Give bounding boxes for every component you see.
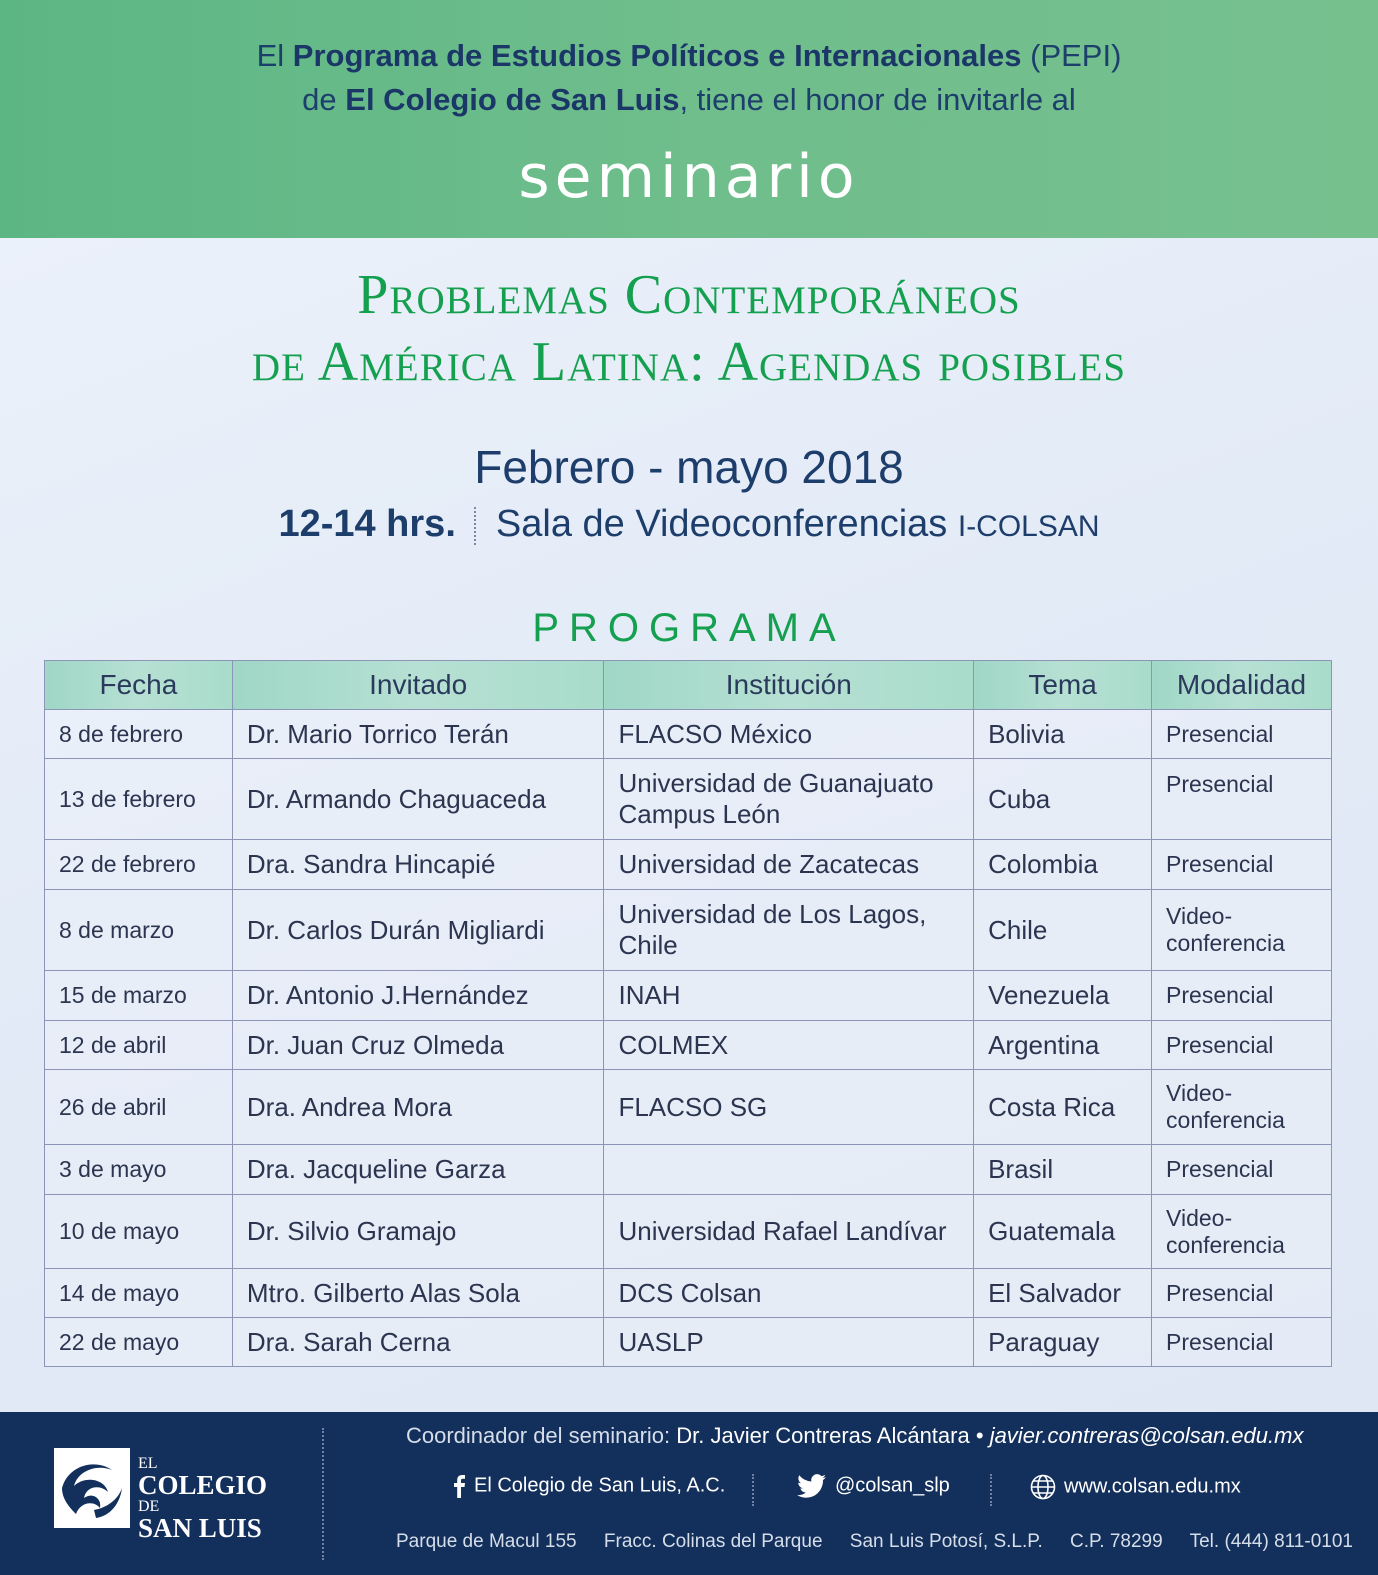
cell-invitado: Dra. Jacqueline Garza	[232, 1145, 604, 1195]
cell-fecha: 13 de febrero	[45, 759, 233, 840]
cell-tema: El Salvador	[974, 1269, 1152, 1318]
twitter-link[interactable]: @colsan_slp	[797, 1474, 950, 1498]
table-row	[45, 840, 1332, 890]
cell-modalidad: Presencial	[1152, 1145, 1332, 1195]
cell-institucion: COLMEX	[604, 1021, 974, 1070]
wave-logo-icon	[54, 1448, 130, 1528]
social-divider	[990, 1474, 992, 1506]
cell-invitado: Dr. Antonio J.Hernández	[232, 971, 604, 1021]
date-range: Febrero - mayo 2018	[474, 441, 904, 493]
footer-divider	[322, 1428, 324, 1560]
header-banner	[0, 0, 1378, 238]
cell-fecha: 14 de mayo	[45, 1269, 233, 1318]
cell-modalidad: Presencial	[1152, 1318, 1332, 1367]
globe-icon	[1030, 1474, 1056, 1500]
cell-institucion	[604, 1145, 974, 1195]
cell-fecha: 22 de febrero	[45, 840, 233, 890]
title-line-2: de América Latina: Agendas posibles	[251, 331, 1127, 393]
cell-institucion: Universidad de Zacatecas	[604, 840, 974, 890]
col-invitado: Invitado	[232, 661, 604, 710]
venue-name: Sala de Videoconferencias	[495, 503, 948, 545]
col-institucion: Institución	[604, 661, 974, 710]
table-row	[45, 1269, 1332, 1318]
cell-institucion: Universidad Rafael Landívar	[604, 1195, 974, 1269]
coordinator-line: Coordinador del seminario: Dr. Javier Contreras Alcántara • javier.contreras@colsan.edu.mx	[406, 1423, 1304, 1448]
invitation-line-2: de El Colegio de San Luis, tiene el honor de invitarle al	[302, 82, 1076, 117]
cell-fecha: 26 de abril	[45, 1070, 233, 1145]
event-type: seminario	[518, 142, 860, 212]
cell-institucion: INAH	[604, 971, 974, 1021]
col-fecha: Fecha	[45, 661, 233, 710]
cell-institucion: Universidad de Guanajuato Campus León	[604, 759, 974, 840]
cell-tema: Cuba	[974, 759, 1152, 840]
cell-institucion: FLACSO SG	[604, 1070, 974, 1145]
cell-fecha: 12 de abril	[45, 1021, 233, 1070]
venue-line	[0, 503, 1378, 546]
cell-tema: Costa Rica	[974, 1070, 1152, 1145]
col-modalidad: Modalidad	[1152, 661, 1332, 710]
table-row	[45, 1021, 1332, 1070]
cell-invitado: Mtro. Gilberto Alas Sola	[232, 1269, 604, 1318]
invitation-line-1: El Programa de Estudios Políticos e Internacionales (PEPI)	[256, 38, 1122, 73]
table-row	[45, 1318, 1332, 1367]
cell-institucion: UASLP	[604, 1318, 974, 1367]
footer	[0, 1412, 1378, 1575]
cell-modalidad: Video-conferencia	[1152, 1195, 1332, 1269]
cell-invitado: Dr. Juan Cruz Olmeda	[232, 1021, 604, 1070]
col-tema: Tema	[974, 661, 1152, 710]
cell-tema: Brasil	[974, 1145, 1152, 1195]
table-row	[45, 1070, 1332, 1145]
programa-heading: PROGRAMA	[532, 606, 846, 650]
cell-invitado: Dr. Mario Torrico Terán	[232, 710, 604, 759]
hours: 12-14 hrs.	[278, 503, 456, 545]
cell-fecha: 3 de mayo	[45, 1145, 233, 1195]
cell-modalidad: Presencial	[1152, 759, 1332, 840]
cell-fecha: 10 de mayo	[45, 1195, 233, 1269]
cell-invitado: Dra. Andrea Mora	[232, 1070, 604, 1145]
address-line: Parque de Macul 155 Fracc. Colinas del Parque San Luis Potosí, S.L.P. C.P. 78299 Tel. (444) 811-0101	[396, 1531, 1353, 1552]
cell-institucion: DCS Colsan	[604, 1269, 974, 1318]
cell-fecha: 8 de febrero	[45, 710, 233, 759]
table-row	[45, 971, 1332, 1021]
social-divider	[752, 1474, 754, 1506]
twitter-icon	[797, 1474, 827, 1498]
colsan-logo	[54, 1448, 294, 1544]
table-row	[45, 890, 1332, 971]
cell-modalidad: Presencial	[1152, 1021, 1332, 1070]
table-row	[45, 1195, 1332, 1269]
cell-modalidad: Presencial	[1152, 710, 1332, 759]
facebook-icon	[452, 1474, 466, 1498]
cell-modalidad: Presencial	[1152, 840, 1332, 890]
cell-tema: Bolivia	[974, 710, 1152, 759]
cell-modalidad: Presencial	[1152, 1269, 1332, 1318]
cell-invitado: Dra. Sandra Hincapié	[232, 840, 604, 890]
cell-invitado: Dr. Armando Chaguaceda	[232, 759, 604, 840]
cell-modalidad: Video-conferencia	[1152, 890, 1332, 971]
cell-modalidad: Presencial	[1152, 971, 1332, 1021]
website-link[interactable]: www.colsan.edu.mx	[1030, 1474, 1241, 1500]
cell-tema: Paraguay	[974, 1318, 1152, 1367]
cell-fecha: 8 de marzo	[45, 890, 233, 971]
coordinator-email[interactable]: javier.contreras@colsan.edu.mx	[989, 1423, 1304, 1448]
cell-invitado: Dra. Sarah Cerna	[232, 1318, 604, 1367]
cell-institucion: FLACSO México	[604, 710, 974, 759]
table-row	[45, 710, 1332, 759]
cell-fecha: 15 de marzo	[45, 971, 233, 1021]
cell-tema: Argentina	[974, 1021, 1152, 1070]
cell-invitado: Dr. Carlos Durán Migliardi	[232, 890, 604, 971]
cell-fecha: 22 de mayo	[45, 1318, 233, 1367]
venue-code: I-COLSAN	[957, 510, 1100, 543]
cell-tema: Guatemala	[974, 1195, 1152, 1269]
logo-text: EL COLEGIO DE SAN LUIS	[138, 1455, 268, 1543]
facebook-link[interactable]: El Colegio de San Luis, A.C.	[452, 1474, 725, 1498]
cell-tema: Colombia	[974, 840, 1152, 890]
cell-invitado: Dr. Silvio Gramajo	[232, 1195, 604, 1269]
table-header-row	[45, 661, 1332, 710]
table-row	[45, 759, 1332, 840]
dotted-separator	[474, 507, 478, 545]
cell-tema: Venezuela	[974, 971, 1152, 1021]
cell-institucion: Universidad de Los Lagos, Chile	[604, 890, 974, 971]
cell-modalidad: Video-conferencia	[1152, 1070, 1332, 1145]
table-row	[45, 1145, 1332, 1195]
program-table	[44, 660, 1332, 1367]
title-line-1: Problemas Contemporáneos	[357, 264, 1021, 326]
cell-tema: Chile	[974, 890, 1152, 971]
